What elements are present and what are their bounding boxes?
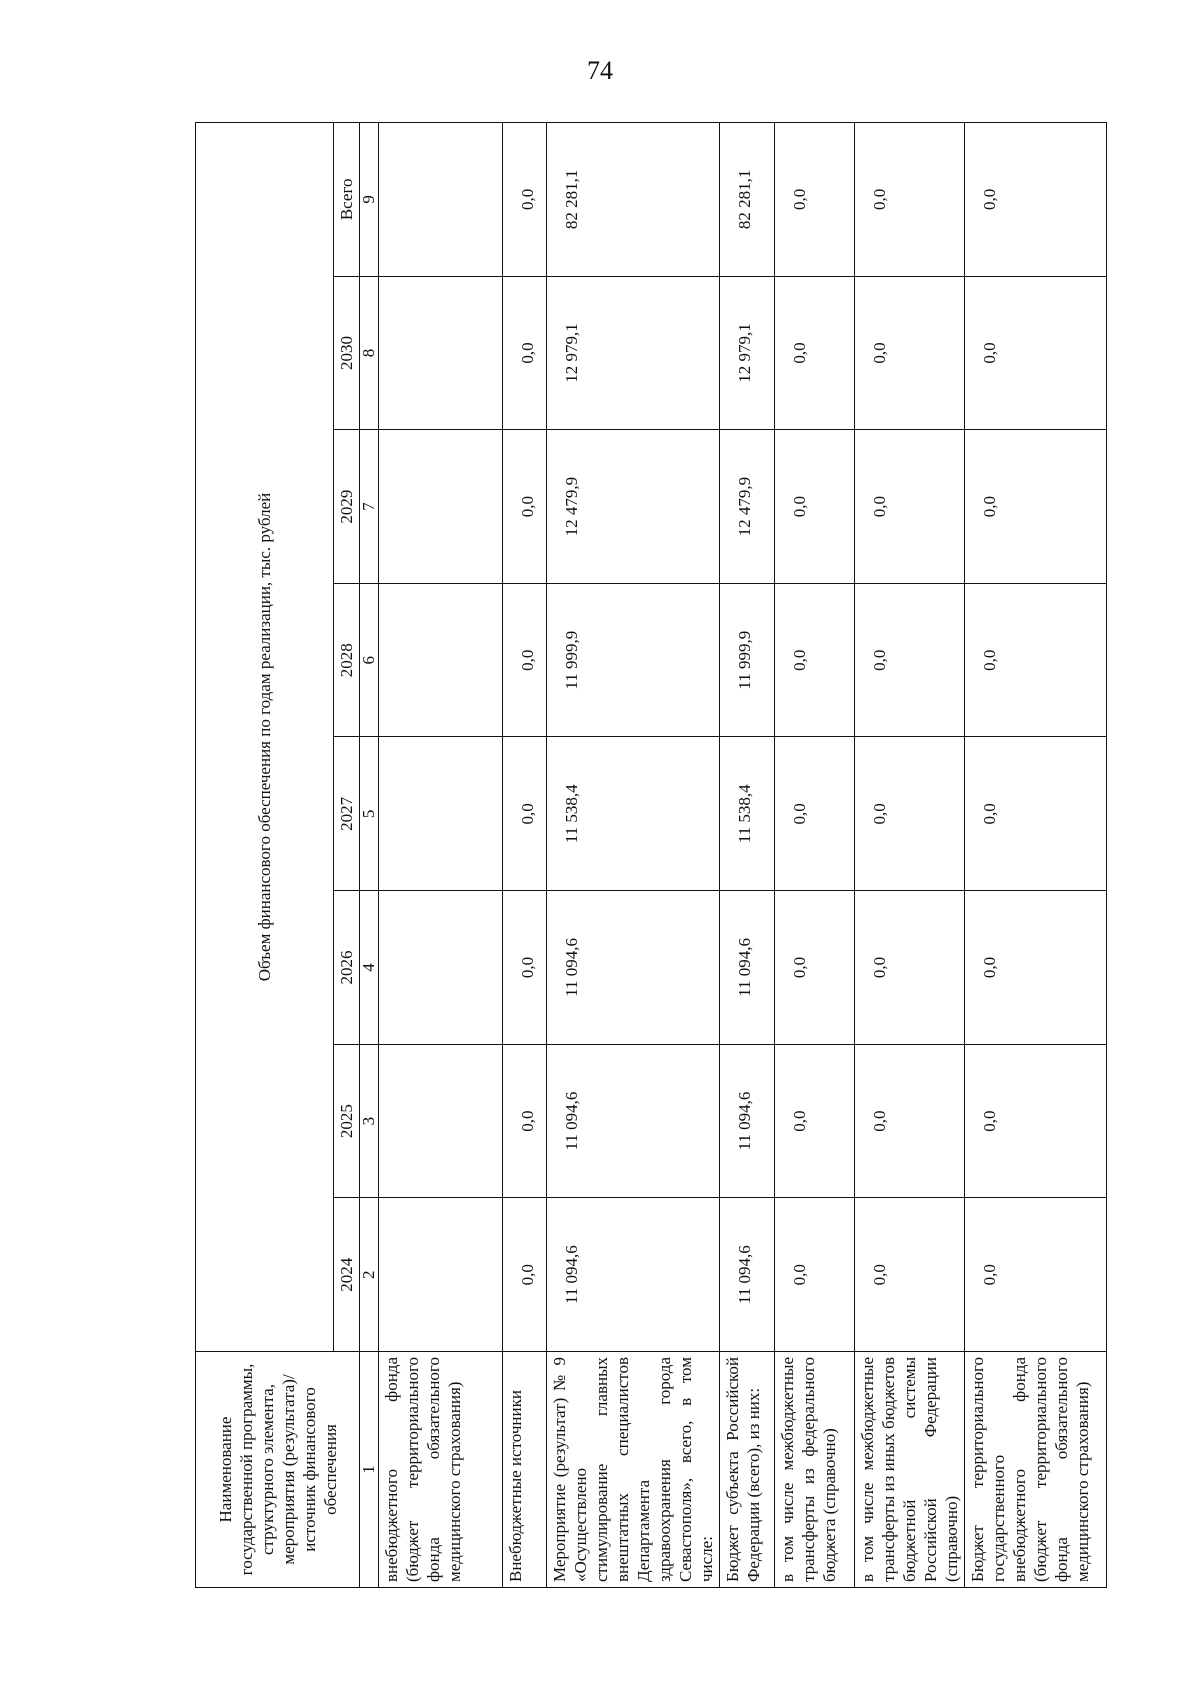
row-name: Внебюджетные источники [503,1352,547,1588]
column-index: 4 [360,891,379,1045]
row-value [379,1198,503,1352]
row-value: 11 094,6 [547,891,720,1045]
row-value: 0,0 [854,123,964,277]
row-value: 0,0 [774,891,854,1045]
header-year: 2027 [334,737,360,891]
header-row-indices [360,123,379,1588]
header-row-group [196,123,334,1588]
header-year: 2024 [334,1198,360,1352]
column-index: 5 [360,737,379,891]
row-value: 11 538,4 [720,737,774,891]
table-row [854,123,964,1588]
row-value [379,430,503,584]
row-value: 0,0 [854,1198,964,1352]
row-value: 11 538,4 [547,737,720,891]
row-value: 0,0 [964,276,1106,430]
column-index: 2 [360,1198,379,1352]
row-value: 0,0 [774,1044,854,1198]
page-number: 74 [587,56,613,85]
row-value: 0,0 [503,1044,547,1198]
table-row [503,123,547,1588]
row-value [379,276,503,430]
row-value: 0,0 [854,1044,964,1198]
column-index: 3 [360,1044,379,1198]
row-value: 0,0 [503,1198,547,1352]
row-value: 12 479,9 [720,430,774,584]
row-value: 0,0 [503,430,547,584]
row-value: 12 979,1 [720,276,774,430]
header-year: 2030 [334,276,360,430]
row-value: 0,0 [774,276,854,430]
header-year: 2026 [334,891,360,1045]
table-row [964,123,1106,1588]
table-row [547,123,720,1588]
column-index: 9 [360,123,379,277]
row-value: 0,0 [964,737,1106,891]
column-index: 8 [360,276,379,430]
rotated-table-frame [195,122,1107,1588]
financing-table [195,122,1107,1588]
header-group: Объем финансового обеспечения по годам реализации, тыс. рублей [196,123,334,1352]
row-value: 0,0 [774,1198,854,1352]
row-name: в том числе межбюджетные трансферты из иных бюджетов бюджетной системы Российской Федерации (справочно) [854,1352,964,1588]
row-value: 11 094,6 [547,1198,720,1352]
row-value: 11 999,9 [720,583,774,737]
row-value: 0,0 [503,891,547,1045]
header-year: 2029 [334,430,360,584]
header-year: 2025 [334,1044,360,1198]
row-name: в том числе межбюджетные трансферты из федерального бюджета (справочно) [774,1352,854,1588]
row-value: 0,0 [503,276,547,430]
row-value [379,1044,503,1198]
row-value: 0,0 [774,737,854,891]
row-value: 11 094,6 [547,1044,720,1198]
row-value: 0,0 [854,583,964,737]
row-value: 82 281,1 [547,123,720,277]
row-value: 11 094,6 [720,1044,774,1198]
row-value [379,123,503,277]
header-name-col: Наименование государственной программы, структурного элемента, мероприятия (результата)/источник финансового обеспечения [196,1352,360,1588]
row-value [379,583,503,737]
row-value: 12 979,1 [547,276,720,430]
row-name: Бюджет территориального государственного внебюджетного фонда (бюджет территориального фонда обязательного медицинского страхования) [964,1352,1106,1588]
row-value: 0,0 [964,583,1106,737]
column-index: 1 [360,1352,379,1588]
row-value: 11 094,6 [720,891,774,1045]
row-value: 0,0 [964,1198,1106,1352]
table-row [720,123,774,1588]
row-value: 82 281,1 [720,123,774,277]
row-value: 0,0 [774,123,854,277]
table-container [195,122,1107,1588]
table-row [379,123,503,1588]
row-value: 0,0 [854,737,964,891]
row-value: 12 479,9 [547,430,720,584]
row-value: 0,0 [854,891,964,1045]
header-year: Всего [334,123,360,277]
row-value: 0,0 [774,583,854,737]
table-body [379,123,1107,1588]
row-value: 0,0 [964,1044,1106,1198]
column-index: 6 [360,583,379,737]
row-name: Бюджет субъекта Российской Федерации (всего), из них: [720,1352,774,1588]
row-value: 0,0 [503,583,547,737]
header-year: 2028 [334,583,360,737]
row-value: 0,0 [964,891,1106,1045]
row-value: 0,0 [964,430,1106,584]
row-value: 0,0 [964,123,1106,277]
row-value: 11 094,6 [720,1198,774,1352]
column-index: 7 [360,430,379,584]
row-value: 0,0 [774,430,854,584]
table-row [774,123,854,1588]
row-value: 11 999,9 [547,583,720,737]
row-value: 0,0 [503,737,547,891]
row-value [379,891,503,1045]
row-value: 0,0 [503,123,547,277]
row-value: 0,0 [854,276,964,430]
row-name: внебюджетного фонда (бюджет территориального фонда обязательного медицинского страхования) [379,1352,503,1588]
row-value [379,737,503,891]
row-name: Мероприятие (результат) № 9 «Осуществлено стимулирование главных внештатных специалистов Департамента здравоохранения города Севастополя», всего, в том числе: [547,1352,720,1588]
row-value: 0,0 [854,430,964,584]
